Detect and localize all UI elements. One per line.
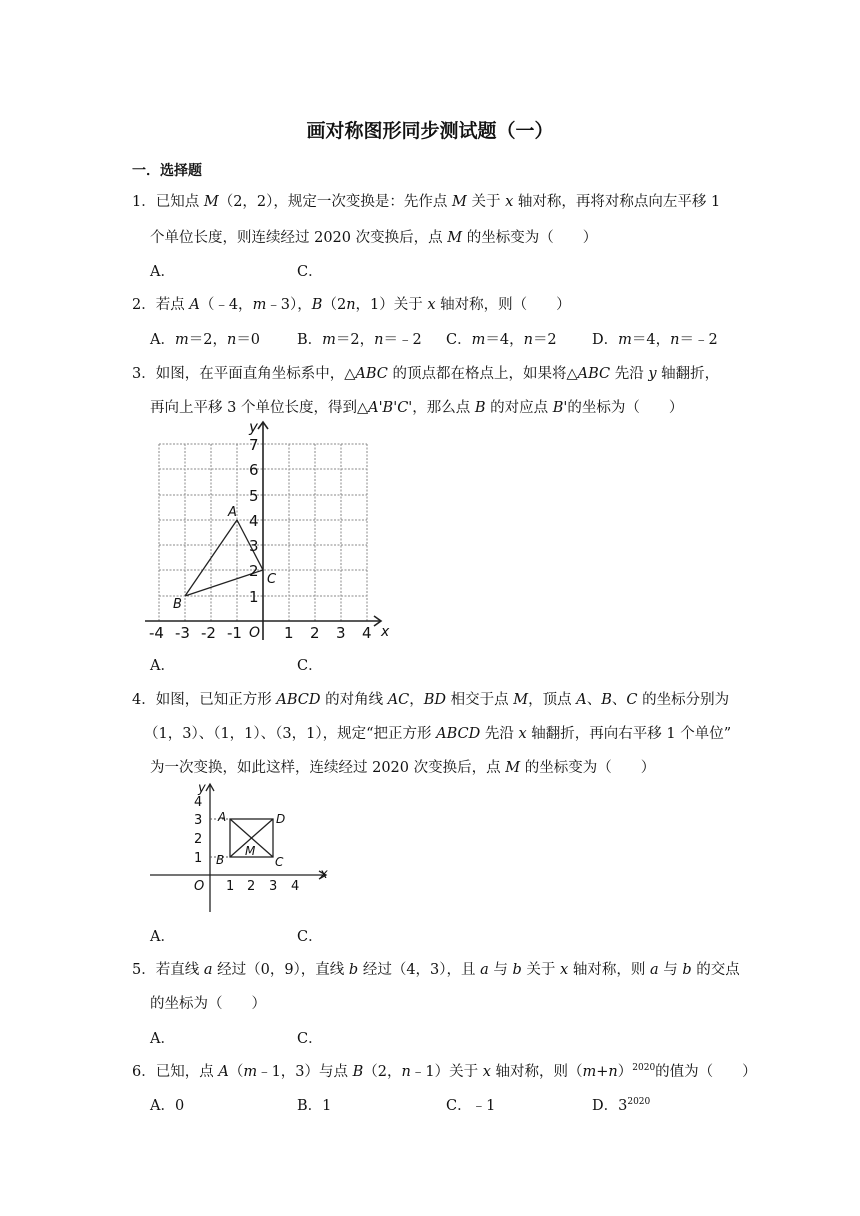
- q4-fig-point-c: C: [275, 855, 284, 869]
- q4-fig-y-tick: 4: [194, 795, 203, 810]
- q1-option-c[interactable]: C．: [297, 264, 323, 280]
- q4-fig-y-label: y: [198, 781, 206, 796]
- q3-fig-y-tick: 3: [249, 537, 259, 555]
- q4-fig-point-d: D: [276, 812, 286, 826]
- q4-fig-x-tick: 2: [247, 879, 256, 894]
- q1-line1: 1．已知点 M（2，2），规定一次变换是：先作点 M 关于 x 轴对称，再将对称点向左平移 1: [132, 194, 721, 210]
- q3-fig-x-label: x: [381, 624, 390, 640]
- q6-option-b[interactable]: B．1: [297, 1098, 332, 1114]
- q3-fig-x-tick: 1: [284, 624, 294, 642]
- section-heading: 一．选择题: [132, 163, 202, 179]
- q6-option-c[interactable]: C．﹣1: [446, 1098, 496, 1114]
- q2-option-a[interactable]: A．m＝2，n＝0: [150, 332, 261, 348]
- q4-fig-y-tick: 2: [194, 832, 203, 847]
- q1-option-a[interactable]: A．: [150, 264, 175, 280]
- q4-fig-x-tick: 3: [269, 879, 278, 894]
- q3-fig-x-tick: 3: [336, 624, 346, 642]
- q5-option-c[interactable]: C．: [297, 1031, 323, 1047]
- q2-option-d[interactable]: D．m＝4，n＝﹣2: [592, 332, 718, 348]
- q3-fig-x-tick: -1: [227, 624, 242, 642]
- q4-fig-point-a: A: [218, 810, 227, 824]
- q5-line1: 5．若直线 a 经过（0，9），直线 b 经过（4，3），且 a 与 b 关于 x 轴对称，则 a 与 b 的交点: [132, 962, 740, 978]
- q3-fig-x-tick: -3: [175, 624, 190, 642]
- q3-fig-point-a: A: [228, 505, 237, 520]
- q6-option-d[interactable]: D．$3^{2020}$: [592, 1097, 651, 1114]
- q4-fig-x-tick: 1: [226, 879, 235, 894]
- q6-line1: 6．已知，点 A（m﹣1，3）与点 B（2，n﹣1）关于 x 轴对称，则$(m+n)^{2020}$的值为（ ）: [132, 1063, 757, 1080]
- q4-line1: 4．如图，已知正方形 ABCD 的对角线 AC，BD 相交于点 M，顶点 A、B、C 的坐标分别为: [132, 692, 730, 708]
- q6-option-a[interactable]: A．0: [150, 1098, 185, 1114]
- q3-fig-point-b: B: [173, 597, 182, 612]
- q4-fig-y-tick: 3: [194, 813, 203, 828]
- q3-option-c[interactable]: C．: [297, 658, 323, 674]
- q5-line2: 的坐标为（ ）: [150, 996, 266, 1012]
- q4-fig-y-tick: 1: [194, 851, 203, 866]
- q3-fig-x-tick: -4: [149, 624, 164, 642]
- q4-line3: 为一次变换，如此这样，连续经过 2020 次变换后，点 M 的坐标变为（ ）: [150, 760, 656, 776]
- q3-coordinate-figure: [145, 418, 395, 644]
- q4-fig-origin: O: [194, 879, 205, 894]
- q3-fig-y-tick: 7: [249, 436, 259, 454]
- q3-fig-x-tick: 2: [310, 624, 320, 642]
- q3-option-a[interactable]: A．: [150, 658, 175, 674]
- q3-fig-point-c: C: [267, 572, 277, 587]
- q4-line2: （1，3）、（1，1）、（3，1），规定“把正方形 ABCD 先沿 x 轴翻折，再向右平移 1 个单位”: [144, 726, 732, 742]
- q4-coordinate-figure: [150, 780, 330, 916]
- q3-fig-x-tick: -2: [201, 624, 216, 642]
- q3-fig-y-tick: 2: [249, 562, 259, 580]
- q3-fig-y-tick: 4: [249, 512, 259, 530]
- page-title: 画对称图形同步测试题（一）: [306, 120, 554, 142]
- q3-line2: 再向上平移 3 个单位长度，得到△A'B'C'，那么点 B 的对应点 B'的坐标为（ ）: [150, 400, 684, 416]
- q4-fig-point-b: B: [216, 853, 225, 867]
- q3-fig-y-tick: 6: [249, 461, 259, 479]
- q4-fig-x-tick: 4: [291, 879, 300, 894]
- q3-fig-y-tick: 1: [249, 588, 259, 606]
- q3-line1: 3．如图，在平面直角坐标系中，△ABC 的顶点都在格点上，如果将△ABC 先沿 y 轴翻折，: [132, 366, 720, 382]
- q3-fig-x-tick: 4: [362, 624, 372, 642]
- q1-line2: 个单位长度，则连续经过 2020 次变换后，点 M 的坐标变为（ ）: [150, 230, 598, 246]
- q3-fig-y-label: y: [249, 418, 258, 436]
- q2-option-c[interactable]: C．m＝4，n＝2: [446, 332, 557, 348]
- q4-fig-x-label: x: [320, 867, 328, 882]
- q5-option-a[interactable]: A．: [150, 1031, 175, 1047]
- q4-option-c[interactable]: C．: [297, 929, 323, 945]
- q4-option-a[interactable]: A．: [150, 929, 175, 945]
- q3-fig-origin: O: [249, 625, 261, 641]
- q4-fig-point-m: M: [245, 844, 256, 858]
- q2-option-b[interactable]: B．m＝2，n＝﹣2: [297, 332, 422, 348]
- q2-line1: 2．若点 A（﹣4，m﹣3），B（2n，1）关于 x 轴对称，则（ ）: [132, 297, 571, 313]
- q3-fig-y-tick: 5: [249, 487, 259, 505]
